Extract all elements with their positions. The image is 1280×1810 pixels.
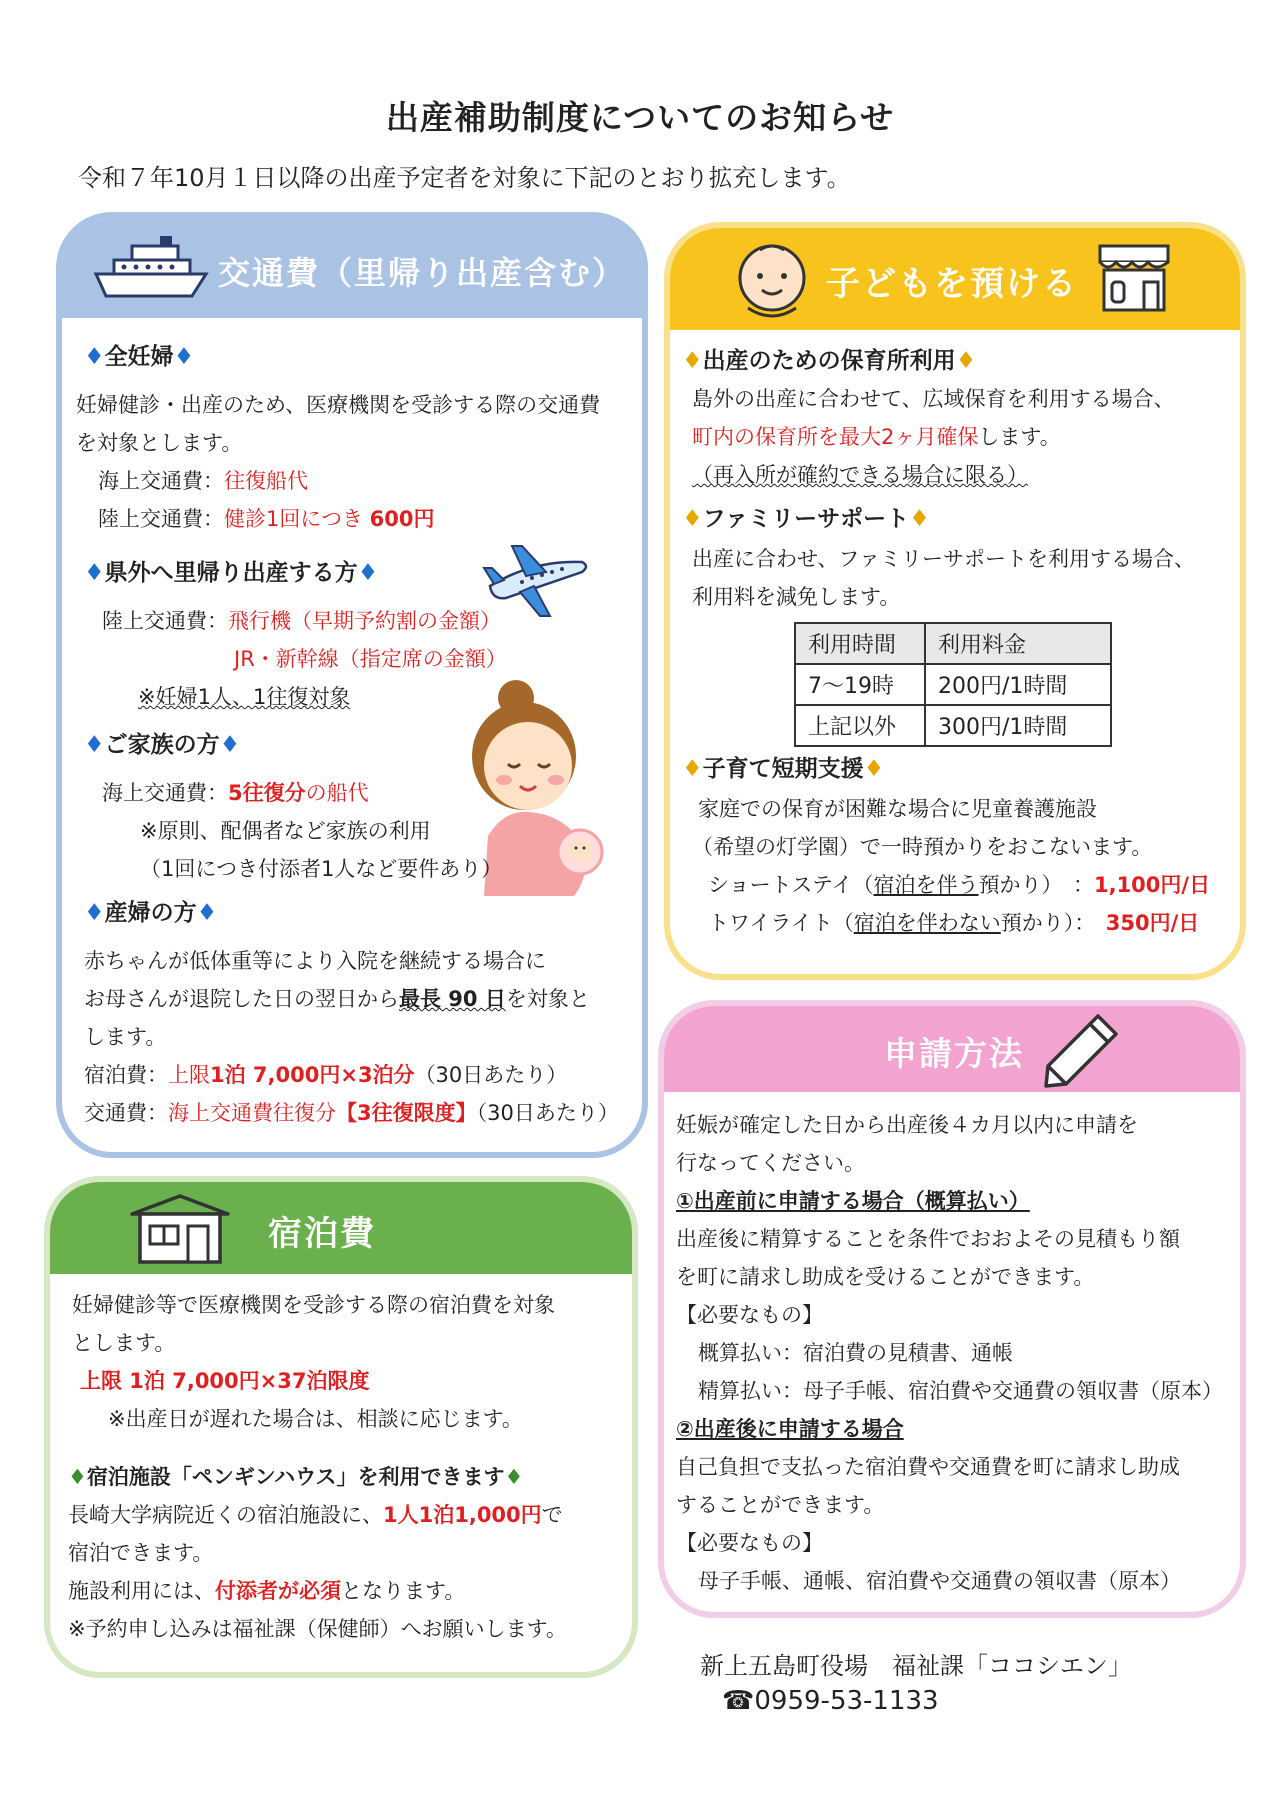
baby-face-icon: [730, 238, 814, 322]
family-support-line2: 利用料を減免します。: [692, 585, 901, 609]
apply-before-line1: 出産後に精算することを条件でおおよその見積もり額: [676, 1227, 1180, 1251]
fee-cell: 300円/1時間: [925, 705, 1111, 746]
short-term-line1: 家庭での保育が困難な場合に児童養護施設: [698, 797, 1097, 821]
apply-before-heading: ①出産前に申請する場合（概算払い）: [676, 1189, 1030, 1213]
childcare-panel: [664, 222, 1246, 980]
mother-line3: します。: [84, 1025, 167, 1049]
lodging-note: ※出産日が遅れた場合は、相談に応じます。: [108, 1407, 523, 1431]
apply-need1: 【必要なもの】: [676, 1303, 823, 1327]
mother-stay: 宿泊費：上限1泊 7,000円×3泊分（30日あたり）: [84, 1063, 568, 1087]
family-support-line1: 出産に合わせ、ファミリーサポートを利用する場合、: [692, 547, 1195, 571]
lodging-limit: 上限 1泊 7,000円×37泊限度: [80, 1369, 370, 1393]
nursery-heading: ♦出産のための保育所利用♦: [682, 348, 977, 374]
apply-after-line1: 自己負担で支払った宿泊費や交通費を町に請求し助成: [676, 1455, 1180, 1479]
outside-note: ※妊婦1人、1往復対象: [138, 685, 351, 709]
house-icon: [128, 1192, 232, 1266]
apply-need2-item1: 母子手帳、通帳、宿泊費や交通費の領収書（原本）: [698, 1569, 1181, 1593]
apply-panel: [658, 1000, 1246, 1618]
apply-need1-item1: 概算払い：宿泊費の見積書、通帳: [698, 1341, 1013, 1365]
apply-need2: 【必要なもの】: [676, 1531, 823, 1555]
lodging-line1: 妊婦健診等で医療機関を受診する際の宿泊費を対象: [72, 1293, 555, 1317]
fee-table: [794, 622, 1112, 747]
fee-table-header: [795, 623, 1111, 664]
nursery-line1: 島外の出産に合わせて、広域保育を利用する場合、: [692, 387, 1175, 411]
footer-phone: ☎0959-53-1133: [722, 1686, 939, 1716]
all-line1: 妊婦健診・出産のため、医療機関を受診する際の交通費: [76, 393, 601, 417]
family-heading: ♦ご家族の方♦: [84, 732, 241, 758]
transport-header: [62, 218, 642, 318]
mother-line1: 赤ちゃんが低体重等により入院を継続する場合に: [84, 949, 546, 973]
fee-cell: 7～19時: [795, 664, 925, 705]
lodging-panel: [44, 1176, 638, 1678]
transport-title: 交通費（里帰り出産含む）: [218, 254, 627, 292]
transport-panel: [56, 212, 648, 1158]
lodging-line2: とします。: [72, 1331, 176, 1355]
all-land: 陸上交通費：健診1回につき 600円: [98, 507, 435, 531]
fee-cell: 上記以外: [795, 705, 925, 746]
ship-icon: [92, 232, 210, 302]
outside-heading: ♦県外へ里帰り出産する方♦: [84, 560, 379, 586]
family-note1: ※原則、配偶者など家族の利用: [140, 819, 431, 843]
all-sea: 海上交通費：往復船代: [98, 469, 308, 493]
store-icon: [1094, 242, 1174, 314]
fee-header-time: 利用時間: [795, 623, 925, 664]
family-support-heading: ♦ファミリーサポート♦: [682, 506, 930, 532]
apply-header: [664, 1006, 1240, 1092]
facility-line3: 施設利用には、付添者が必須となります。: [68, 1579, 466, 1603]
intro-text: 令和７年10月１日以降の出産予定者を対象に下記のとおり拡充します。: [78, 164, 851, 192]
apply-after-heading: ②出産後に申請する場合: [676, 1417, 904, 1441]
short-term-heading: ♦子育て短期支援♦: [682, 756, 885, 782]
facility-line2: 宿泊できます。: [68, 1541, 214, 1565]
apply-line1: 妊娠が確定した日から出産後４カ月以内に申請を: [676, 1113, 1138, 1137]
fee-header-price: 利用料金: [925, 623, 1111, 664]
family-note2: （1回につき付添者1人など要件あり）: [140, 857, 503, 881]
lodging-title: 宿泊費: [268, 1214, 376, 1254]
mother-line2: お母さんが退院した日の翌日から最長 90 日を対象と: [84, 987, 590, 1011]
all-line2: を対象とします。: [76, 431, 243, 455]
fee-row: [795, 664, 1111, 705]
facility-line1: 長崎大学病院近くの宿泊施設に、1人1泊1,000円で: [68, 1503, 563, 1527]
apply-title: 申請方法: [884, 1034, 1024, 1073]
short-stay-line: ショートステイ（宿泊を伴う預かり） ：1,100円/日: [708, 873, 1211, 897]
lodging-header: [50, 1182, 632, 1274]
facility-heading: ♦宿泊施設「ペンギンハウス」を利用できます♦: [68, 1465, 524, 1489]
footer-office: 新上五島町役場 福祉課「ココシエン」: [700, 1652, 1132, 1680]
apply-line2: 行なってください。: [676, 1151, 865, 1175]
all-heading: ♦全妊婦♦: [84, 344, 195, 370]
short-term-line2: （希望の灯学園）で一時預かりをおこないます。: [692, 835, 1153, 859]
family-sea: 海上交通費：5往復分の船代: [102, 781, 369, 805]
childcare-title: 子どもを預ける: [826, 264, 1078, 304]
phone-icon: ☎: [722, 1686, 755, 1716]
twilight-line: トワイライト（宿泊を伴わない預かり）： 350円/日: [708, 911, 1200, 935]
fee-row: [795, 705, 1111, 746]
nursery-line2: 町内の保育所を最大2ヶ月確保します。: [692, 425, 1061, 449]
fee-cell: 200円/1時間: [925, 664, 1111, 705]
childcare-header: [670, 228, 1240, 330]
outside-land: 陸上交通費：飛行機（早期予約割の金額）: [102, 609, 501, 633]
mother-heading: ♦産婦の方♦: [84, 900, 218, 926]
outside-land-jr: JR・新幹線（指定席の金額）: [234, 647, 507, 671]
apply-before-line2: を町に請求し助成を受けることができます。: [676, 1265, 1095, 1289]
mother-trans: 交通費：海上交通費往復分【3往復限度】（30日あたり）: [84, 1101, 619, 1125]
facility-line4: ※予約申し込みは福祉課（保健師）へお願いします。: [68, 1617, 567, 1641]
nursery-line3: （再入所が確約できる場合に限る）: [692, 463, 1028, 487]
apply-after-line2: することができます。: [676, 1493, 885, 1517]
page-title: 出産補助制度についてのお知らせ: [385, 98, 895, 137]
apply-need1-item2: 精算払い：母子手帳、宿泊費や交通費の領収書（原本）: [698, 1379, 1223, 1403]
pencil-icon: [1040, 1012, 1120, 1088]
